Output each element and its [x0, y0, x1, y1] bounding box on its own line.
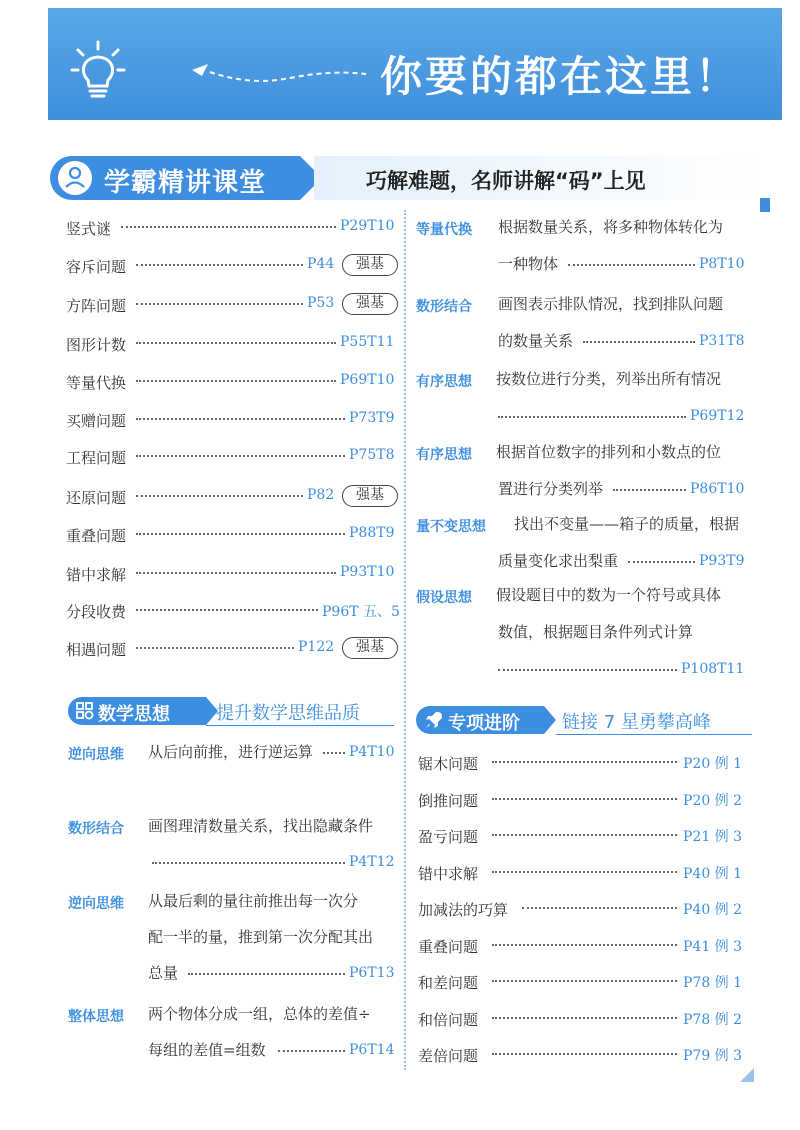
- thinking-tag: 数形结合: [68, 821, 124, 837]
- page-ref: P55T11: [340, 334, 395, 350]
- page-ref: P86T10: [690, 481, 745, 497]
- page-ref: P31T8: [699, 333, 745, 349]
- thinking-text: 配一半的量，推到第一次分配其出: [148, 928, 374, 946]
- leader-dots: [522, 907, 677, 909]
- section-title: 学霸精讲课堂: [104, 168, 267, 198]
- topic-row: [66, 636, 400, 662]
- thinking-tag: 有序思想: [416, 374, 472, 390]
- topic-row: [66, 598, 400, 624]
- topic-label: 锯木问题: [418, 755, 479, 773]
- topic-label: 工程问题: [66, 449, 127, 467]
- leader-dots: [492, 944, 677, 946]
- leader-dots: [492, 1053, 677, 1055]
- topic-label: 等量代换: [66, 374, 127, 392]
- topic-label: 盈亏问题: [418, 828, 479, 846]
- leader-dots: [498, 669, 677, 671]
- section2-title: 数学思想: [98, 704, 170, 725]
- page-ref: P122: [298, 639, 335, 655]
- thinking-tag: 假设思想: [416, 590, 472, 606]
- advanced-row: [418, 969, 750, 995]
- section2-tagline: 提升数学思维品质: [216, 703, 360, 724]
- page-ref: P44: [307, 256, 335, 272]
- thinking-tag: 数形结合: [416, 299, 472, 315]
- topic-label: 相遇问题: [66, 641, 127, 659]
- strong-base-badge: 强基: [342, 485, 398, 507]
- advanced-row: [418, 933, 750, 959]
- page-ref: P75T8: [349, 447, 395, 463]
- leader-dots: [492, 871, 677, 873]
- page-ref: P4T10: [349, 744, 395, 760]
- topic-label: 加减法的巧算: [418, 901, 509, 919]
- section3-pill-arrow: [544, 706, 556, 734]
- section-header-class: [50, 156, 768, 200]
- student-icon: [58, 161, 92, 195]
- topic-label: 重叠问题: [418, 938, 479, 956]
- page-ref: P69T10: [340, 372, 395, 388]
- paper-plane-icon: [190, 60, 370, 90]
- page-ref: P41 例 3: [683, 939, 743, 955]
- page-ref: P93T9: [699, 553, 745, 569]
- page-ref: P82: [307, 487, 335, 503]
- thinking-text: 找出不变量——箱子的质量，根据: [514, 515, 740, 533]
- thinking-text: 从最后剩的量往前推出每一次分: [148, 892, 359, 910]
- leader-dots: [136, 572, 336, 574]
- leader-dots: [136, 342, 336, 344]
- thinking-tag: 等量代换: [416, 222, 472, 238]
- topic-label: 错中求解: [418, 865, 479, 883]
- thinking-text: 置进行分类列举: [498, 480, 604, 498]
- thinking-text: 质量变化求出梨重: [498, 552, 619, 570]
- column-divider: [404, 210, 406, 1070]
- page-ref: P88T9: [349, 525, 395, 541]
- topic-label: 倒推问题: [418, 792, 479, 810]
- leader-dots: [136, 533, 345, 535]
- page-ref: P29T10: [340, 218, 395, 234]
- advanced-row: [418, 787, 750, 813]
- page-ref: P93T10: [340, 564, 395, 580]
- banner-title: 你要的都在这里！: [380, 52, 741, 101]
- thinking-text: 的数量关系: [498, 332, 574, 350]
- thinking-text: 画图理清数量关系，找出隐藏条件: [148, 817, 374, 835]
- advanced-row: [418, 1006, 750, 1032]
- leader-dots: [136, 455, 345, 457]
- topic-row: [66, 215, 400, 241]
- topic-label: 和倍问题: [418, 1011, 479, 1029]
- grid-icon: [76, 702, 94, 720]
- leader-dots: [136, 495, 303, 497]
- page-ref: P40 例 2: [683, 902, 743, 918]
- corner-mark: [740, 1068, 754, 1082]
- edge-tab: [760, 198, 770, 212]
- leader-dots: [136, 418, 345, 420]
- topic-label: 重叠问题: [66, 527, 127, 545]
- page-ref: P6T13: [349, 965, 395, 981]
- topic-row: [66, 253, 400, 279]
- thinking-text: 画图表示排队情况，找到排队问题: [498, 295, 724, 313]
- strong-base-badge: 强基: [342, 637, 398, 659]
- leader-dots: [136, 380, 336, 382]
- topic-label: 错中求解: [66, 566, 127, 584]
- leader-dots: [152, 862, 345, 864]
- topic-label: 和差问题: [418, 974, 479, 992]
- page-ref: P20 例 1: [683, 756, 743, 772]
- topic-label: 容斥问题: [66, 258, 127, 276]
- thinking-text: 假设题目中的数为一个符号或具体: [496, 586, 722, 604]
- leader-dots: [628, 561, 695, 563]
- advanced-row: [418, 860, 750, 886]
- section3-title: 专项进阶: [448, 713, 520, 734]
- thinking-text: 两个物体分成一组，总体的差值÷: [148, 1005, 371, 1023]
- topic-label: 还原问题: [66, 489, 127, 507]
- thinking-text: 总量: [148, 964, 179, 982]
- leader-dots: [568, 264, 695, 266]
- advanced-row: [418, 1042, 750, 1068]
- leader-dots: [136, 609, 318, 611]
- page-ref: P69T12: [690, 408, 745, 424]
- thinking-text: 数值，根据题目条件列式计算: [498, 623, 694, 641]
- topic-label: 分段收费: [66, 603, 127, 621]
- advanced-row: [418, 896, 750, 922]
- topic-row: [66, 522, 400, 548]
- section3-underline: [556, 734, 752, 735]
- leader-dots: [583, 341, 695, 343]
- thinking-text: 按数位进行分类，列举出所有情况: [496, 370, 722, 388]
- page-ref: P108T11: [681, 661, 745, 677]
- page-ref: P78 例 1: [683, 975, 743, 991]
- thinking-tag: 逆向思维: [68, 747, 124, 763]
- page-ref: P73T9: [349, 410, 395, 426]
- topic-label: 图形计数: [66, 336, 127, 354]
- topic-label: 买赠问题: [66, 412, 127, 430]
- topic-row: [66, 369, 400, 395]
- topic-row: [66, 331, 400, 357]
- leader-dots: [323, 752, 345, 754]
- thinking-text: 从后向前推，进行逆运算: [148, 743, 314, 761]
- leader-dots: [492, 834, 677, 836]
- topic-label: 差倍问题: [418, 1047, 479, 1065]
- lightbulb-icon: [70, 40, 126, 102]
- section2-underline: [206, 725, 394, 726]
- thinking-tag: 量不变思想: [416, 519, 486, 535]
- leader-dots: [492, 980, 677, 982]
- leader-dots: [492, 798, 677, 800]
- topic-row: [66, 561, 400, 587]
- leader-dots: [613, 489, 686, 491]
- page-ref: P8T10: [699, 256, 745, 272]
- leader-dots: [136, 647, 294, 649]
- page-ref: P4T12: [349, 854, 395, 870]
- page-ref: P21 例 3: [683, 829, 743, 845]
- topic-row: [66, 292, 400, 318]
- leader-dots: [136, 303, 303, 305]
- thinking-text: 根据首位数字的排列和小数点的位: [496, 443, 722, 461]
- leader-dots: [136, 264, 303, 266]
- thinking-tag: 逆向思维: [68, 896, 124, 912]
- leader-dots: [188, 973, 345, 975]
- thinking-tag: 整体思想: [68, 1009, 124, 1025]
- thinking-text: 一种物体: [498, 255, 559, 273]
- topic-label: 竖式谜: [66, 220, 112, 238]
- page-ref: P40 例 1: [683, 866, 743, 882]
- section-tagline-box: [314, 156, 766, 200]
- topic-row: [66, 407, 400, 433]
- page-ref: P96T 五、5: [322, 604, 400, 620]
- leader-dots: [278, 1050, 345, 1052]
- strong-base-badge: 强基: [342, 254, 398, 276]
- section-tagline: 巧解难题，名师讲解“码”上见: [366, 169, 646, 193]
- advanced-row: [418, 750, 750, 776]
- section3-tagline: 链接 7 星勇攀高峰: [562, 712, 711, 733]
- topic-label: 方阵问题: [66, 297, 127, 315]
- thinking-text: 每组的差值=组数: [148, 1041, 266, 1059]
- thinking-tag: 有序思想: [416, 447, 472, 463]
- page-ref: P20 例 2: [683, 793, 743, 809]
- rocket-icon: [424, 710, 444, 730]
- topic-row: [66, 444, 400, 470]
- page-ref: P53: [307, 295, 335, 311]
- topic-row: [66, 484, 400, 510]
- page-ref: P78 例 2: [683, 1012, 743, 1028]
- leader-dots: [121, 226, 336, 228]
- leader-dots: [498, 416, 686, 418]
- thinking-text: 根据数量关系，将多种物体转化为: [498, 218, 724, 236]
- strong-base-badge: 强基: [342, 293, 398, 315]
- leader-dots: [492, 1017, 677, 1019]
- leader-dots: [492, 761, 677, 763]
- advanced-row: [418, 823, 750, 849]
- page-ref: P6T14: [349, 1042, 395, 1058]
- page-ref: P79 例 3: [683, 1048, 743, 1064]
